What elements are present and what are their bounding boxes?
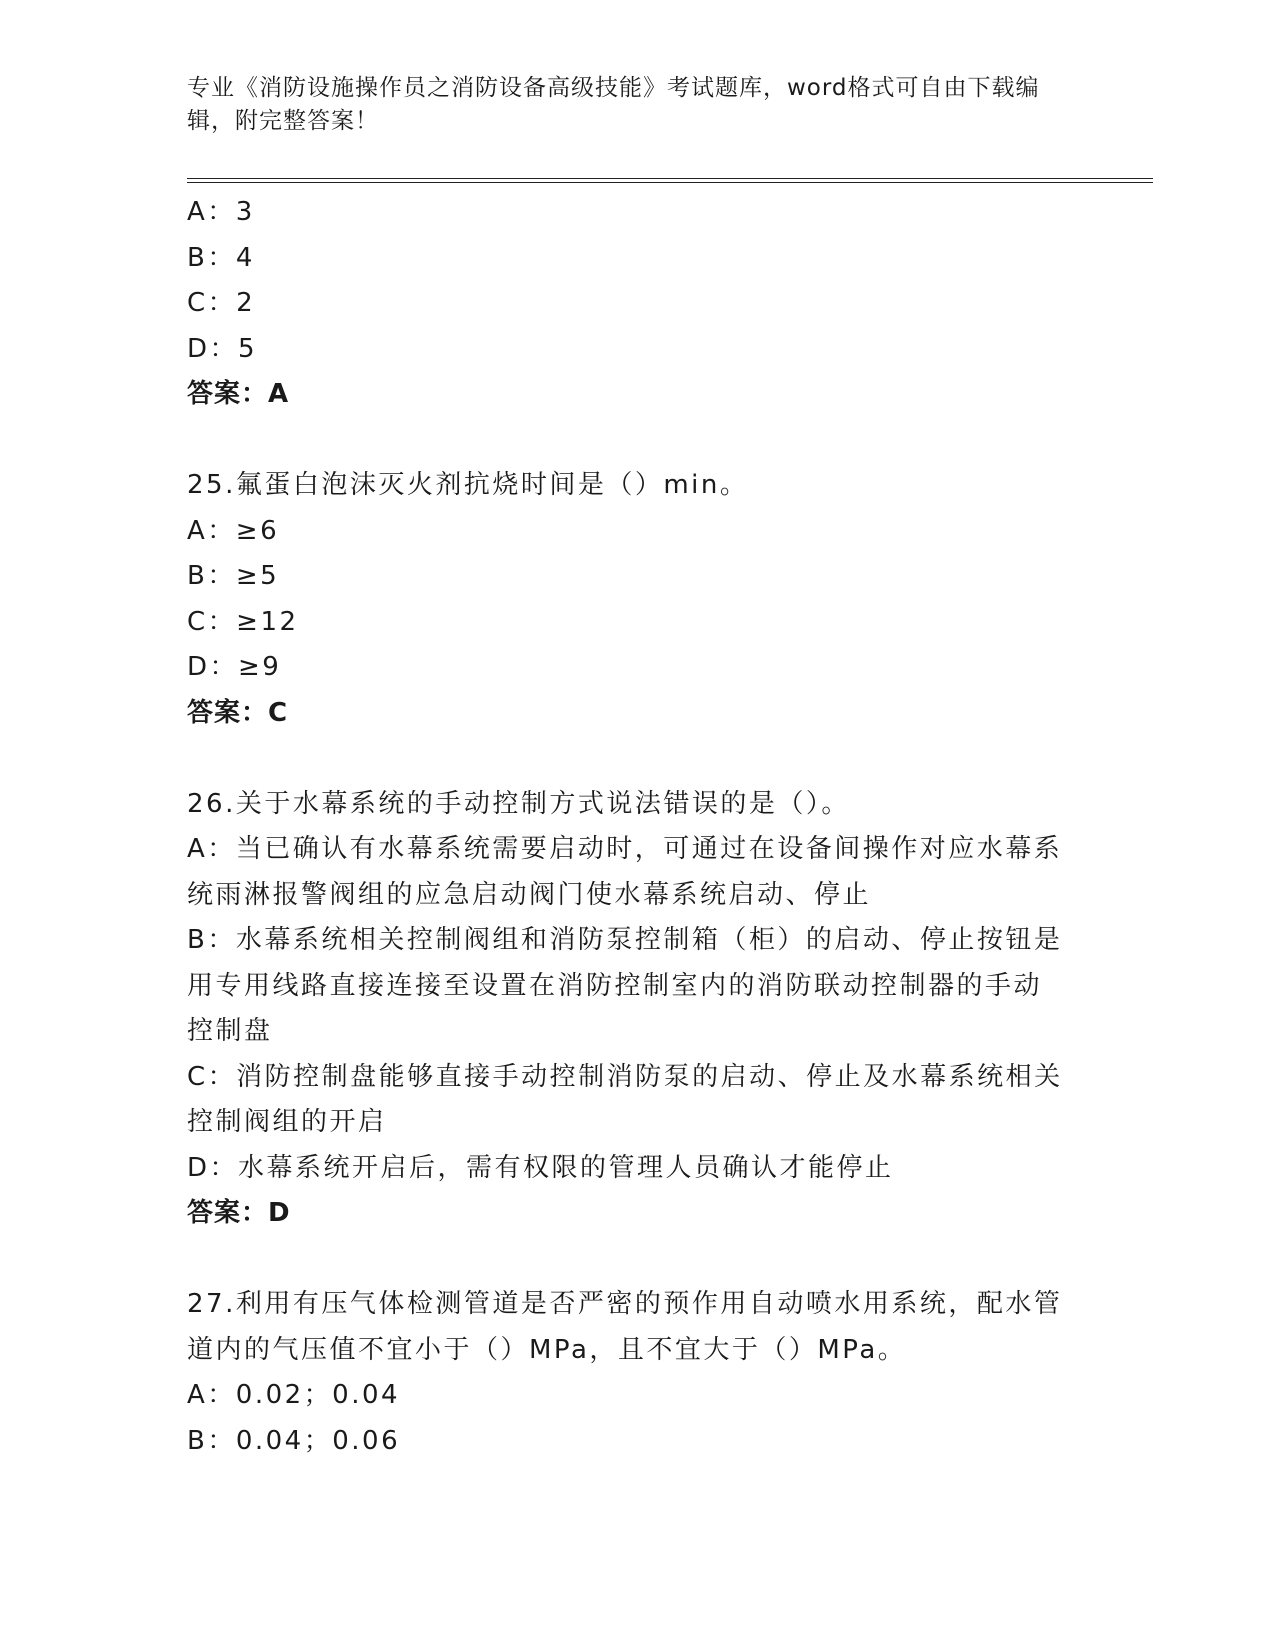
question-24 bbox=[187, 190, 1087, 418]
option-a: A：3 bbox=[187, 197, 255, 227]
spacer bbox=[187, 736, 1087, 782]
answer-line: 答案：C bbox=[187, 697, 289, 728]
option-b-line-3: 控制盘 bbox=[187, 1016, 273, 1046]
option-b bbox=[187, 918, 1087, 1055]
option-a: A：≥6 bbox=[187, 515, 280, 546]
document-body bbox=[187, 190, 1087, 1464]
option-d bbox=[187, 1146, 1087, 1192]
question-27 bbox=[187, 1282, 1087, 1464]
answer-line: 答案：A bbox=[187, 379, 290, 409]
question-stem-line-1: 27.利用有压气体检测管道是否严密的预作用自动喷水用系统，配水管 bbox=[187, 1289, 1063, 1319]
header-rule-bottom bbox=[187, 182, 1153, 183]
option-c: C：2 bbox=[187, 288, 256, 318]
document-header: 专业《消防设施操作员之消防设备高级技能》考试题库，word格式可自由下载编辑，附完整答案！ bbox=[187, 75, 1040, 134]
option-b: B：4 bbox=[187, 242, 255, 273]
option-b-line-2: 用专用线路直接连接至设置在消防控制室内的消防联动控制器的手动 bbox=[187, 970, 1043, 1001]
option-c-line-2: 控制阀组的开启 bbox=[187, 1107, 387, 1137]
option-b: B：≥5 bbox=[187, 561, 280, 591]
option-a-line-2: 统雨淋报警阀组的应急启动阀门使水幕系统启动、停止 bbox=[187, 879, 872, 910]
option-c bbox=[187, 1055, 1087, 1146]
header-rule-top bbox=[187, 178, 1153, 179]
option-a-line-1: A：当已确认有水幕系统需要启动时，可通过在设备间操作对应水幕系 bbox=[187, 834, 1063, 864]
option-c: C：≥12 bbox=[187, 606, 299, 637]
option-b: B：0.04；0.06 bbox=[187, 1425, 401, 1456]
option-a bbox=[187, 827, 1087, 918]
spacer bbox=[187, 1237, 1087, 1283]
option-b-line-1: B：水幕系统相关控制阀组和消防泵控制箱（柜）的启动、停止按钮是 bbox=[187, 925, 1063, 955]
question-stem: 25.氟蛋白泡沫灭火剂抗烧时间是（）min。 bbox=[187, 470, 749, 500]
answer-line: 答案：D bbox=[187, 1198, 291, 1228]
spacer bbox=[187, 418, 1087, 464]
question-26 bbox=[187, 782, 1087, 1237]
option-d: D：5 bbox=[187, 333, 258, 364]
option-d: D：≥9 bbox=[187, 652, 282, 682]
option-d-line-1: D：水幕系统开启后，需有权限的管理人员确认才能停止 bbox=[187, 1152, 894, 1183]
option-a: A：0.02；0.04 bbox=[187, 1380, 401, 1410]
question-stem: 26.关于水幕系统的手动控制方式说法错误的是（）。 bbox=[187, 788, 850, 819]
question-25 bbox=[187, 463, 1087, 736]
question-stem-line-2: 道内的气压值不宜小于（）MPa，且不宜大于（）MPa。 bbox=[187, 1334, 907, 1365]
option-c-line-1: C：消防控制盘能够直接手动控制消防泵的启动、停止及水幕系统相关 bbox=[187, 1061, 1063, 1092]
